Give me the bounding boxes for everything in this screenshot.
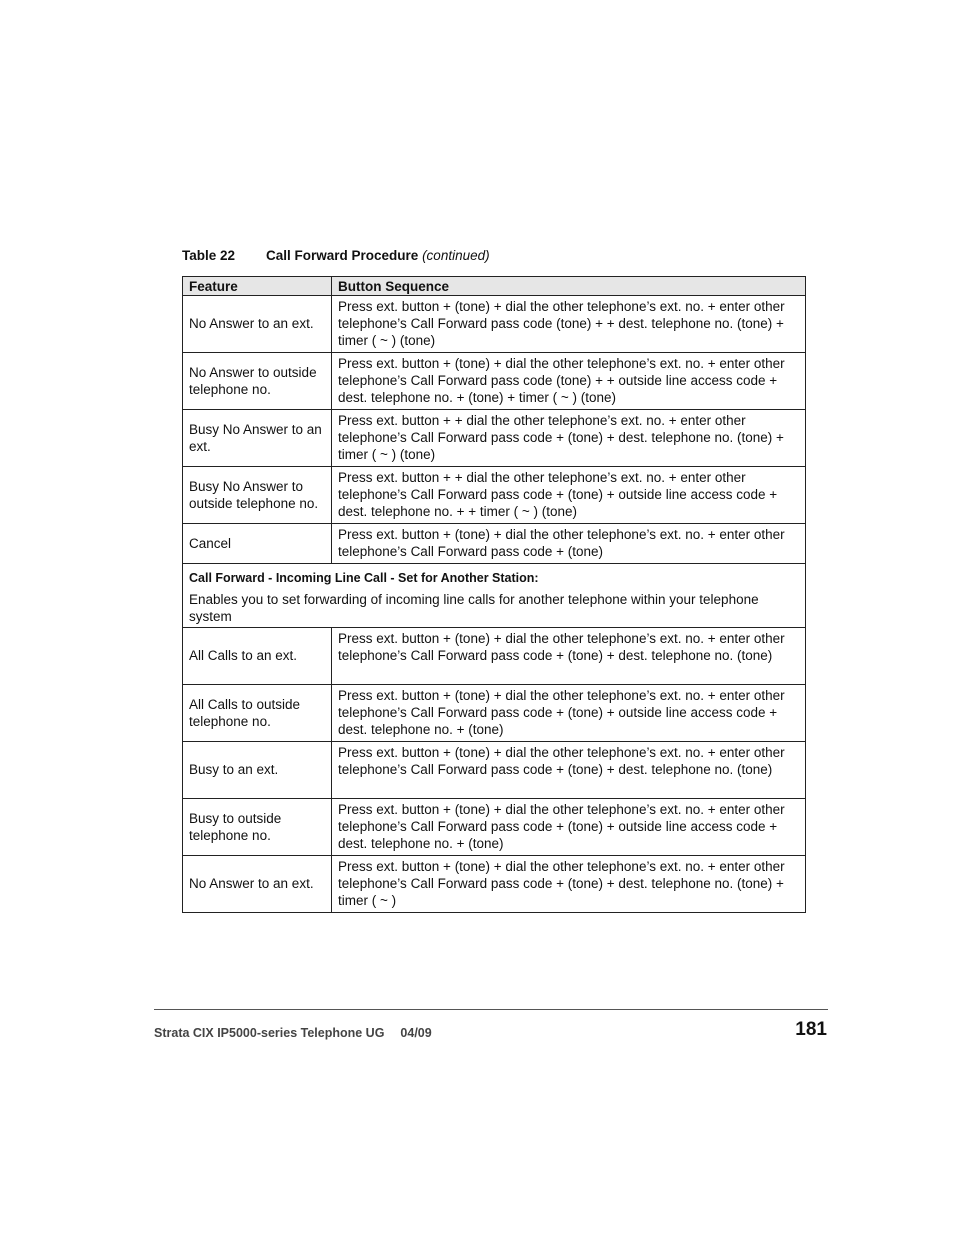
table-row: [183, 524, 806, 564]
table-caption: [182, 248, 490, 263]
feature-cell: All Calls to outside telephone no.: [183, 685, 332, 742]
feature-cell: Cancel: [183, 524, 332, 564]
table-row: [183, 410, 806, 467]
table-row: [183, 685, 806, 742]
sequence-cell: Press ext. button + (tone) + dial the other telephone’s ext. no. + enter other telephone’s Call Forward pass code + (tone) + dest. telephone no. (tone): [332, 628, 806, 685]
section-description: Enables you to set forwarding of incoming line calls for another telephone within your telephone system: [189, 592, 759, 624]
footer-doc-info: [154, 1026, 432, 1040]
table-row: [183, 467, 806, 524]
sequence-cell: Press ext. button + (tone) + dial the other telephone’s ext. no. + enter other telephone’s Call Forward pass code + (tone) + outside line access code + dest. telephone no. + (tone): [332, 685, 806, 742]
page-number: 181: [795, 1019, 827, 1040]
feature-cell: No Answer to an ext.: [183, 856, 332, 913]
feature-cell: No Answer to an ext.: [183, 296, 332, 353]
header-row: [183, 277, 806, 296]
feature-cell: Busy to outside telephone no.: [183, 799, 332, 856]
footer-date: 04/09: [400, 1026, 432, 1040]
sequence-cell: Press ext. button + (tone) + dial the other telephone’s ext. no. + enter other telephone’s Call Forward pass code + (tone) + outside line access code + dest. telephone no. + (tone): [332, 799, 806, 856]
footer-divider: [154, 1009, 828, 1010]
table-title: Call Forward Procedure: [266, 248, 419, 263]
call-forward-table: [182, 276, 806, 913]
table-number: Table 22: [182, 248, 236, 263]
section-cell: [183, 564, 806, 628]
sequence-cell: Press ext. button + + dial the other telephone’s ext. no. + enter other telephone’s Call Forward pass code + (tone) + outside line access code + dest. telephone no. + + timer ( ~ ) (tone): [332, 467, 806, 524]
section-title: Call Forward - Incoming Line Call - Set for Another Station:: [189, 571, 539, 585]
sequence-cell: Press ext. button + (tone) + dial the other telephone’s ext. no. + enter other telephone’s Call Forward pass code + (tone): [332, 524, 806, 564]
table-row: [183, 296, 806, 353]
feature-cell: Busy No Answer to an ext.: [183, 410, 332, 467]
section-header-row: [183, 564, 806, 628]
table-row: [183, 628, 806, 685]
table-row: [183, 856, 806, 913]
header-feature: Feature: [183, 277, 332, 296]
table-row: [183, 353, 806, 410]
feature-cell: Busy to an ext.: [183, 742, 332, 799]
sequence-cell: Press ext. button + + dial the other telephone’s ext. no. + enter other telephone’s Call Forward pass code + (tone) + dest. telephone no. (tone) + timer ( ~ ) (tone): [332, 410, 806, 467]
sequence-cell: Press ext. button + (tone) + dial the other telephone’s ext. no. + enter other telephone’s Call Forward pass code + (tone) + dest. telephone no. (tone): [332, 742, 806, 799]
sequence-cell: Press ext. button + (tone) + dial the other telephone’s ext. no. + enter other telephone’s Call Forward pass code + (tone) + dest. telephone no. (tone) + timer ( ~ ): [332, 856, 806, 913]
table-row: [183, 799, 806, 856]
header-button-sequence: Button Sequence: [332, 277, 806, 296]
table-continued-note: (continued): [422, 248, 490, 263]
feature-cell: Busy No Answer to outside telephone no.: [183, 467, 332, 524]
sequence-cell: Press ext. button + (tone) + dial the other telephone’s ext. no. + enter other telephone’s Call Forward pass code (tone) + + dest. telephone no. (tone) + timer ( ~ ) (tone): [332, 296, 806, 353]
sequence-cell: Press ext. button + (tone) + dial the other telephone’s ext. no. + enter other telephone’s Call Forward pass code (tone) + + outside line access code + dest. telephone no. + (tone) + timer ( ~ ) (tone): [332, 353, 806, 410]
feature-cell: All Calls to an ext.: [183, 628, 332, 685]
footer-doc-title: Strata CIX IP5000-series Telephone UG: [154, 1026, 385, 1040]
feature-cell: No Answer to outside telephone no.: [183, 353, 332, 410]
table-row: [183, 742, 806, 799]
